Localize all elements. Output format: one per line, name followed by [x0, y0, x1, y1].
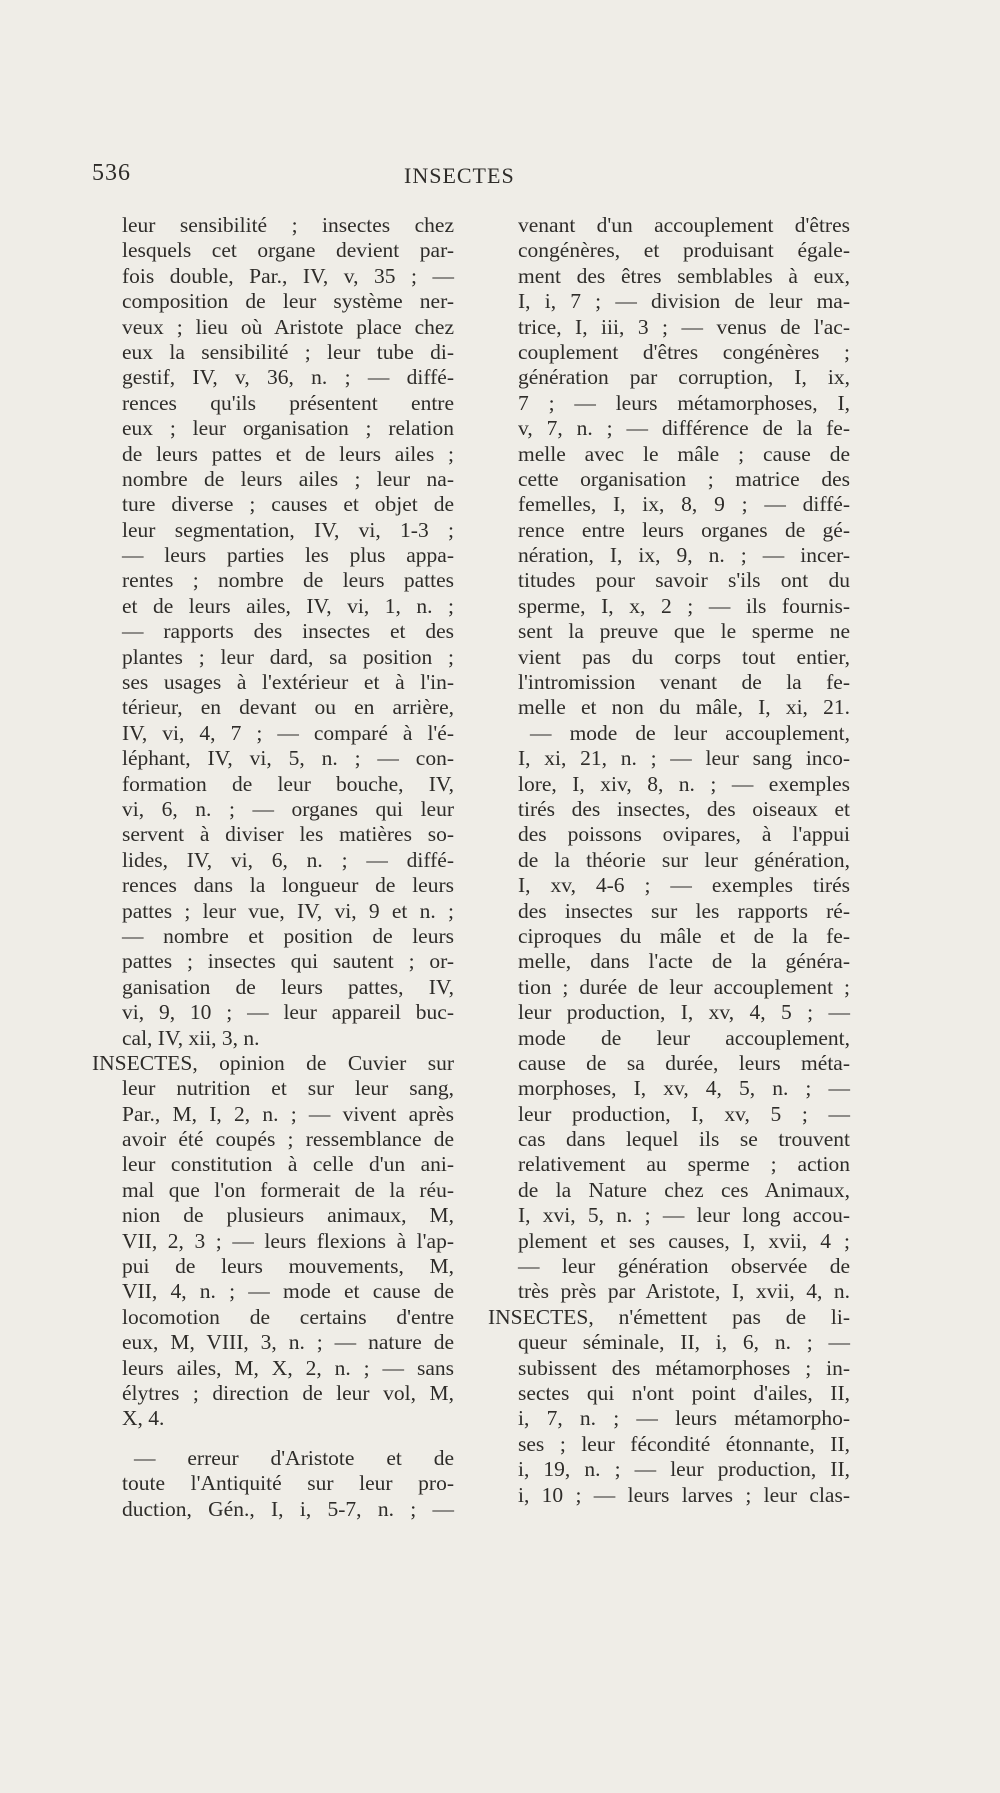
index-line: ses usages à l'extérieur et à l'in- — [122, 670, 454, 695]
index-line: couplement d'êtres congénères ; — [518, 339, 850, 364]
index-line: eux ; leur organisation ; relation — [122, 416, 454, 441]
index-line: — rapports des insectes et des — [122, 619, 454, 644]
index-line: INSECTES, n'émettent pas de li- — [488, 1304, 850, 1329]
index-line: vi, 9, 10 ; — leur appareil buc- — [122, 1000, 454, 1025]
index-line: rence entre leurs organes de gé- — [518, 517, 850, 542]
index-line: lesquels cet organe devient par- — [122, 238, 454, 263]
index-line: de la Nature chez ces Animaux, — [518, 1177, 850, 1202]
index-line: congénères, et produisant égale- — [518, 238, 850, 263]
index-line: des poissons ovipares, à l'appui — [518, 822, 850, 847]
index-line: INSECTES, opinion de Cuvier sur — [92, 1050, 454, 1075]
index-line: rences qu'ils présentent entre — [122, 390, 454, 415]
index-line: pui de leurs mouvements, M, — [122, 1254, 454, 1279]
index-line: léphant, IV, vi, 5, n. ; — con- — [122, 746, 454, 771]
index-line: I, xvi, 5, n. ; — leur long accou- — [518, 1203, 850, 1228]
index-line: mode de leur accouplement, — [518, 1025, 850, 1050]
index-line: ganisation de leurs pattes, IV, — [122, 974, 454, 999]
index-line: I, xi, 21, n. ; — leur sang inco- — [518, 746, 850, 771]
paragraph-gap — [92, 1432, 454, 1446]
index-line: tirés des insectes, des oiseaux et — [518, 796, 850, 821]
index-line: avoir été coupés ; ressemblance de — [122, 1127, 454, 1152]
running-head: INSECTES — [404, 163, 515, 188]
index-line: cause de sa durée, leurs méta- — [518, 1050, 850, 1075]
index-line: venant d'un accouplement d'êtres — [518, 213, 850, 237]
index-line: queur séminale, II, i, 6, n. ; — — [518, 1330, 850, 1355]
index-line: ses ; leur fécondité étonnante, II, — [518, 1431, 850, 1456]
index-line: relativement au sperme ; action — [518, 1152, 850, 1177]
index-line: plement et ses causes, I, xvii, 4 ; — [518, 1228, 850, 1253]
index-line: leur production, I, xv, 5 ; — — [518, 1101, 850, 1126]
index-line: leur sensibilité ; insectes chez — [122, 213, 454, 237]
index-column-left — [92, 213, 454, 1522]
index-line: cas dans lequel ils se trouvent — [518, 1127, 850, 1152]
index-line: servent à diviser les matières so- — [122, 822, 454, 847]
index-line: mal que l'on formerait de la réu- — [122, 1177, 454, 1202]
index-line: ment des êtres semblables à eux, — [518, 263, 850, 288]
index-line: rentes ; nombre de leurs pattes — [122, 568, 454, 593]
index-line: toute l'Antiquité sur leur pro- — [122, 1471, 454, 1496]
index-line: IV, vi, 4, 7 ; — comparé à l'é- — [122, 720, 454, 745]
index-line: melle et non du mâle, I, xi, 21. — [518, 695, 850, 720]
index-line: locomotion de certains d'entre — [122, 1304, 454, 1329]
index-line: duction, Gén., I, i, 5-7, n. ; — — [122, 1496, 454, 1521]
index-line: v, 7, n. ; — différence de la fe- — [518, 416, 850, 441]
index-line: — leurs parties les plus appa- — [122, 543, 454, 568]
index-line: vient pas du corps tout entier, — [518, 644, 850, 669]
index-line: morphoses, I, xv, 4, 5, n. ; — — [518, 1076, 850, 1101]
index-line: titudes pour savoir s'ils ont du — [518, 568, 850, 593]
index-line: plantes ; leur dard, sa position ; — [122, 644, 454, 669]
index-line: sectes qui n'ont point d'ailes, II, — [518, 1380, 850, 1405]
index-line: femelles, I, ix, 8, 9 ; — diffé- — [518, 492, 850, 517]
index-line: leur segmentation, IV, vi, 1-3 ; — [122, 517, 454, 542]
index-line: veux ; lieu où Aristote place chez — [122, 314, 454, 339]
index-line: I, i, 7 ; — division de leur ma- — [518, 289, 850, 314]
index-line: — leur génération observée de — [518, 1254, 850, 1279]
index-line: nombre de leurs ailes ; leur na- — [122, 466, 454, 491]
index-line: pattes ; leur vue, IV, vi, 9 et n. ; — [122, 898, 454, 923]
index-line: — nombre et position de leurs — [122, 923, 454, 948]
index-line: élytres ; direction de leur vol, M, — [122, 1380, 454, 1405]
index-line: sent la preuve que le sperme ne — [518, 619, 850, 644]
index-line: cette organisation ; matrice des — [518, 466, 850, 491]
index-line: Par., M, I, 2, n. ; — vivent après — [122, 1101, 454, 1126]
index-line: melle avec le mâle ; cause de — [518, 441, 850, 466]
index-line: de la théorie sur leur génération, — [518, 847, 850, 872]
index-line: trice, I, iii, 3 ; — venus de l'ac- — [518, 314, 850, 339]
index-line: l'intromission venant de la fe- — [518, 670, 850, 695]
index-line: lore, I, xiv, 8, n. ; — exemples — [518, 771, 850, 796]
index-line: vi, 6, n. ; — organes qui leur — [122, 796, 454, 821]
index-line: leur constitution à celle d'un ani- — [122, 1152, 454, 1177]
index-line: 7 ; — leurs métamorphoses, I, — [518, 390, 850, 415]
index-line: génération par corruption, I, ix, — [518, 365, 850, 390]
page-number: 536 — [92, 160, 131, 186]
index-line: i, 7, n. ; — leurs métamorpho- — [518, 1406, 850, 1431]
index-line: VII, 4, n. ; — mode et cause de — [122, 1279, 454, 1304]
index-line: cal, IV, xii, 3, n. — [122, 1025, 260, 1050]
index-line: composition de leur système ner- — [122, 289, 454, 314]
index-line: melle, dans l'acte de la généra- — [518, 949, 850, 974]
index-line: formation de leur bouche, IV, — [122, 771, 454, 796]
index-line: très près par Aristote, I, xvii, 4, n. — [518, 1279, 850, 1304]
index-line: VII, 2, 3 ; — leurs flexions à l'ap- — [122, 1228, 454, 1253]
index-column-right — [488, 213, 850, 1508]
index-line: leur nutrition et sur leur sang, — [122, 1076, 454, 1101]
index-line: — mode de leur accouplement, — [530, 720, 850, 745]
index-line: leurs ailes, M, X, 2, n. ; — sans — [122, 1355, 454, 1380]
index-line: I, xv, 4-6 ; — exemples tirés — [518, 873, 850, 898]
index-line: lides, IV, vi, 6, n. ; — diffé- — [122, 847, 454, 872]
index-line: ciproques du mâle et de la fe- — [518, 923, 850, 948]
index-line: sperme, I, x, 2 ; — ils fournis- — [518, 593, 850, 618]
index-line: et de leurs ailes, IV, vi, 1, n. ; — [122, 593, 454, 618]
index-line: subissent des métamorphoses ; in- — [518, 1355, 850, 1380]
index-line: pattes ; insectes qui sautent ; or- — [122, 949, 454, 974]
index-line: — erreur d'Aristote et de — [134, 1445, 454, 1470]
index-line: de leurs pattes et de leurs ailes ; — [122, 441, 454, 466]
index-line: térieur, en devant ou en arrière, — [122, 695, 454, 720]
index-line: nion de plusieurs animaux, M, — [122, 1203, 454, 1228]
index-line: nération, I, ix, 9, n. ; — incer- — [518, 543, 850, 568]
index-line: eux, M, VIII, 3, n. ; — nature de — [122, 1330, 454, 1355]
index-line: gestif, IV, v, 36, n. ; — diffé- — [122, 365, 454, 390]
index-line: eux la sensibilité ; leur tube di- — [122, 339, 454, 364]
index-line: leur production, I, xv, 4, 5 ; — — [518, 1000, 850, 1025]
index-line: ture diverse ; causes et objet de — [122, 492, 454, 517]
index-line: des insectes sur les rapports ré- — [518, 898, 850, 923]
index-line: rences dans la longueur de leurs — [122, 873, 454, 898]
index-line: tion ; durée de leur accouplement ; — [518, 974, 850, 999]
index-line: i, 19, n. ; — leur production, II, — [518, 1457, 850, 1482]
index-line: i, 10 ; — leurs larves ; leur clas- — [518, 1482, 850, 1507]
index-line: X, 4. — [122, 1406, 165, 1431]
index-line: fois double, Par., IV, v, 35 ; — — [122, 263, 454, 288]
